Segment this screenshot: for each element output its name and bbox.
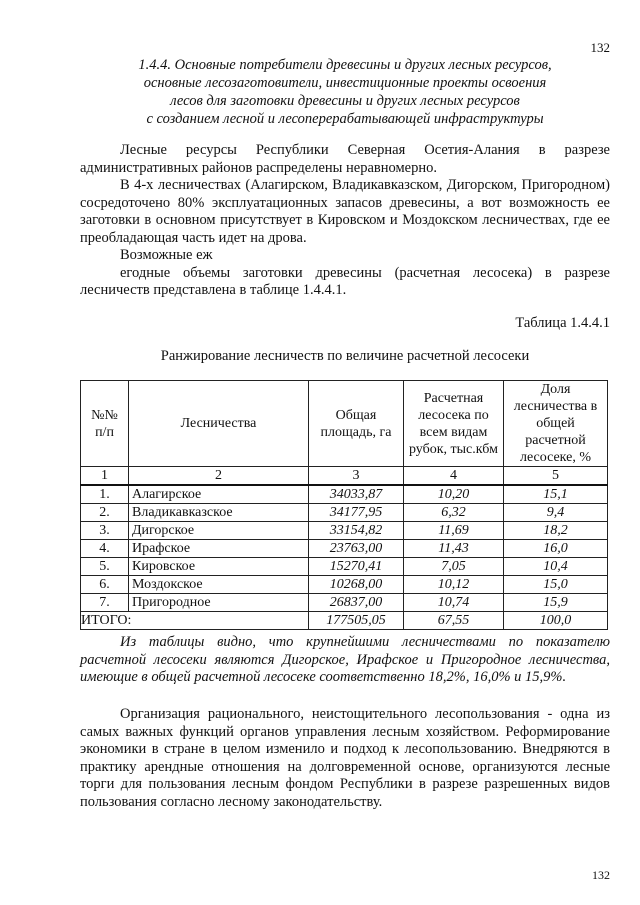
table-header-row — [81, 381, 608, 467]
area-value: 34177,95 — [309, 504, 404, 522]
cutting-value: 11,69 — [404, 522, 504, 540]
row-number: 2. — [81, 504, 129, 522]
paragraph: Из таблицы видно, что крупнейшими лесничествами по показателю расчетной лесосеки являются Дигорское, Ирафское и Пригородное лесничества, имеющие в общей расчетной лесосеке соответственно 18,2%, 16,0% и 15,9%. — [80, 634, 610, 685]
share-value: 15,0 — [504, 576, 608, 594]
intro-text — [80, 142, 610, 300]
table-row — [81, 576, 608, 594]
forestry-name: Владикавказское — [129, 504, 309, 522]
row-number: 7. — [81, 594, 129, 612]
total-cutting: 67,55 — [404, 612, 504, 630]
section-heading — [80, 56, 610, 128]
col-header: Лесничества — [129, 381, 309, 467]
forestry-name: Дигорское — [129, 522, 309, 540]
share-value: 9,4 — [504, 504, 608, 522]
table-row — [81, 485, 608, 504]
page-number-bottom: 132 — [592, 868, 610, 882]
table-row — [81, 540, 608, 558]
index-cell: 3 — [309, 467, 404, 486]
index-cell: 2 — [129, 467, 309, 486]
forestry-name: Пригородное — [129, 594, 309, 612]
page-number-top: 132 — [590, 40, 610, 55]
table-total-row — [81, 612, 608, 630]
cutting-value: 11,43 — [404, 540, 504, 558]
row-number: 6. — [81, 576, 129, 594]
paragraph: Возможные еж — [120, 247, 213, 263]
share-value: 15,1 — [504, 485, 608, 504]
heading-line: основные лесозаготовители, инвестиционные проекты освоения — [143, 75, 547, 91]
table-index-row — [81, 467, 608, 486]
table-caption: Ранжирование лесничеств по величине расчетной лесосеки — [160, 348, 530, 364]
row-number: 4. — [81, 540, 129, 558]
row-number: 5. — [81, 558, 129, 576]
row-number: 3. — [81, 522, 129, 540]
area-value: 15270,41 — [309, 558, 404, 576]
paragraph: В 4-х лесничествах (Алагирском, Владикавказском, Дигорском, Пригородном) сосредоточено 80% эксплуатационных запасов древесины, а вот возможность ее заготовки в основном присутствует в Кировском и Моздокском лесничествах, где ее преобладающая часть идет на дрова. — [80, 177, 610, 246]
index-cell: 5 — [504, 467, 608, 486]
paragraph: Организация рационального, неистощительного лесопользования - одна из самых важных функций органов управления лесным хозяйством. Реформирование экономики в стране в целом изменило и подход к лесопользованию. Внедряются в практику арендные отношения на долговременной основе, организуются лесные торги для пользования лесным фондом Республики в разрезе разрешенных видов пользования согласно лесному законодательству. — [80, 706, 610, 810]
area-value: 34033,87 — [309, 485, 404, 504]
col-header: Расчетная лесосека по всем видам рубок, тыс.кбм — [404, 381, 504, 467]
area-value: 23763,00 — [309, 540, 404, 558]
share-value: 16,0 — [504, 540, 608, 558]
share-value: 10,4 — [504, 558, 608, 576]
cutting-value: 6,32 — [404, 504, 504, 522]
table-label: Таблица 1.4.4.1 — [515, 315, 610, 331]
col-header: №№ п/п — [81, 381, 129, 467]
area-value: 26837,00 — [309, 594, 404, 612]
total-label: ИТОГО: — [81, 612, 309, 630]
table-row — [81, 558, 608, 576]
share-value: 18,2 — [504, 522, 608, 540]
cutting-value: 10,12 — [404, 576, 504, 594]
table-row — [81, 522, 608, 540]
final-text — [80, 706, 610, 811]
table-row — [81, 504, 608, 522]
forestry-name: Алагирское — [129, 485, 309, 504]
forestry-name: Кировское — [129, 558, 309, 576]
cutting-value: 10,20 — [404, 485, 504, 504]
cutting-value: 7,05 — [404, 558, 504, 576]
forestry-name: Моздокское — [129, 576, 309, 594]
paragraph: егодные объемы заготовки древесины (расчетная лесосека) в разрезе лесничеств представлена в таблице 1.4.4.1. — [80, 264, 610, 298]
share-value: 15,9 — [504, 594, 608, 612]
heading-line: 1.4.4. Основные потребители древесины и других лесных ресурсов, — [138, 57, 552, 73]
paragraph: Лесные ресурсы Республики Северная Осетия-Алания в разрезе административных районов распределены неравномерно. — [80, 142, 610, 176]
table-conclusion — [80, 634, 610, 687]
heading-line: лесов для заготовки древесины и других лесных ресурсов — [170, 93, 520, 109]
table-row — [81, 594, 608, 612]
index-cell: 1 — [81, 467, 129, 486]
area-value: 10268,00 — [309, 576, 404, 594]
row-number: 1. — [81, 485, 129, 504]
index-cell: 4 — [404, 467, 504, 486]
cutting-value: 10,74 — [404, 594, 504, 612]
col-header: Общая площадь, га — [309, 381, 404, 467]
col-header: Доля лесничества в общей расчетной лесосеке, % — [504, 381, 608, 467]
total-area: 177505,05 — [309, 612, 404, 630]
forestry-table — [80, 380, 608, 630]
forestry-name: Ирафское — [129, 540, 309, 558]
heading-line: с созданием лесной и лесоперерабатывающей инфраструктуры — [146, 111, 544, 127]
area-value: 33154,82 — [309, 522, 404, 540]
total-share: 100,0 — [504, 612, 608, 630]
